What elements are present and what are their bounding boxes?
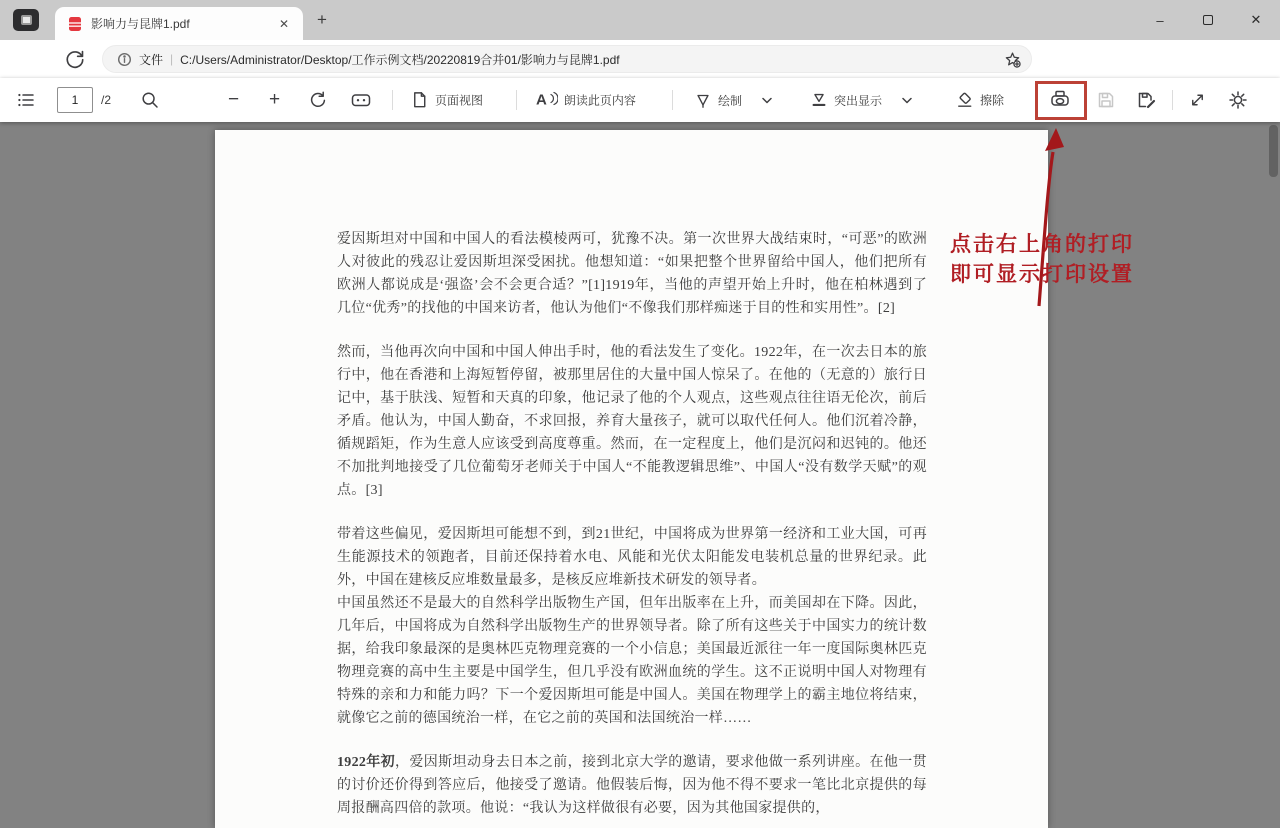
new-tab-button[interactable]: + (317, 10, 327, 29)
search-icon (140, 90, 160, 110)
page-view-label: 页面视图 (435, 93, 484, 108)
page-total-label: /2 (101, 93, 112, 107)
paragraph: 然而，当他再次向中国和中国人伸出手时，他的看法发生了变化。1922年，在一次去日本的旅行中，他在香港和上海短暂停留，被那里居住的大量中国人惊呆了。在他的（无意的）旅行日记中，基于肤浅、短暂和天真的印象，他记录了他的个人观点，这些观点往往语无伦次，前后矛盾。他认为，中国人勤奋，不求回报，养育大量孩子，就可以取代任何人。他们沉着冷静，循规蹈矩，作为生意人应该受到高度尊重。然而，在一定程度上，他们是沉闷和迟钝的。他还不加批判地接受了几位葡萄牙老师关于中国人“不能教逻辑思维”、中国人“没有数学天赋”的观点。[3] (337, 345, 927, 498)
refresh-icon (64, 48, 86, 70)
save-as-button[interactable] (1136, 90, 1156, 110)
page-view-button[interactable] (410, 91, 483, 110)
zoom-in-button[interactable]: + (269, 89, 281, 110)
divider (392, 90, 393, 110)
page-info-icon (117, 52, 132, 67)
address-bar[interactable] (102, 45, 1032, 73)
navigation-bar (0, 40, 1280, 78)
tab-actions-icon (21, 15, 32, 25)
tab-actions-menu-button[interactable] (13, 9, 39, 31)
pdf-settings-button[interactable] (1228, 90, 1248, 110)
paragraph: 带着这些偏见，爱因斯坦可能想不到，到21世纪，中国将成为世界第一经济和工业大国，可再生能源技术的领跑者，目前还保持着水电、风能和光伏太阳能发电装机总量的世界纪录。此外，中国在建核反应堆数量最多，是核反应堆新技术研发的领导者。 (337, 527, 927, 588)
annotation-line-1: 点击右上角的打印 (950, 232, 1134, 256)
chevron-down-icon[interactable] (762, 97, 772, 104)
annotation-callout (950, 229, 1180, 289)
read-aloud-waves-icon (550, 91, 558, 105)
pdf-toolbar (0, 78, 1280, 122)
fullscreen-button[interactable] (1188, 91, 1207, 110)
expand-icon (1188, 91, 1207, 110)
read-aloud-icon: A (536, 91, 547, 109)
divider (1172, 90, 1173, 110)
read-aloud-button[interactable] (536, 92, 636, 109)
paragraph: 爱因斯坦对中国和中国人的看法模棱两可，犹豫不决。第一次世界大战结束时，“可恶”的欧洲人对彼此的残忍让爱因斯坦深受困扰。他想知道：“如果把整个世界留给中国人，他们把所有欧洲人都说成是‘强盗’会不会更合适？”[1]1919年，当他的声望开始上升时，他在柏林遇到了几位“优秀”的找他的中国来访者，他认为他们“不像我们那样痴迷于目的性和实用性”。[2] (337, 232, 927, 316)
table-of-contents-button[interactable] (16, 90, 36, 110)
zoom-out-button[interactable]: − (228, 89, 240, 110)
draw-label: 绘制 (718, 93, 743, 108)
print-icon (1048, 88, 1072, 112)
highlight-label: 突出显示 (834, 93, 883, 108)
window-close-button[interactable]: ✕ (1250, 12, 1262, 27)
divider (672, 90, 673, 110)
table-of-contents-icon (16, 90, 36, 110)
rotate-icon (308, 90, 328, 110)
paragraph-lead: 1922年初 (337, 755, 396, 770)
read-aloud-label: 朗读此页内容 (563, 93, 636, 108)
erase-label: 擦除 (980, 93, 1005, 108)
add-favorite-star-icon[interactable] (1004, 51, 1021, 68)
find-in-document-button[interactable] (140, 90, 160, 110)
save-as-icon (1136, 90, 1156, 110)
paragraph (337, 751, 927, 820)
chevron-down-icon[interactable] (902, 97, 912, 104)
document-page (215, 130, 1048, 828)
paragraph-rest: ，爱因斯坦动身去日本之前，接到北京大学的邀请，要求他做一系列讲座。在他一贯的讨价还价得到答应后，他接受了邀请。他假装后悔，因为他不得不要求一笔比北京提供的每周报酬高四倍的款项。他说：“我认为这样做很有必要，因为其他国家提供的， (337, 755, 927, 816)
draw-pen-icon (694, 91, 712, 109)
tab-close-button[interactable]: ✕ (278, 16, 290, 31)
address-url: C:/Users/Administrator/Desktop/工作示例文档/20220819合并01/影响力与昆牌1.pdf (180, 52, 620, 67)
rotate-button[interactable] (308, 90, 328, 110)
address-separator: | (170, 52, 174, 66)
gear-icon (1228, 90, 1248, 110)
erase-button[interactable] (955, 91, 1004, 110)
vertical-scrollbar-thumb[interactable] (1269, 125, 1278, 177)
window-controls (1136, 0, 1280, 40)
print-button[interactable] (1048, 88, 1072, 112)
page-number-input[interactable] (57, 87, 93, 113)
annotation-line-2: 即可显示打印设置 (950, 262, 1134, 286)
minimize-button[interactable]: – (1156, 12, 1164, 28)
draw-button[interactable] (694, 91, 772, 109)
refresh-button[interactable] (64, 48, 86, 70)
highlighter-icon (810, 91, 828, 109)
tab-title: 影响力与昆牌1.pdf (91, 17, 190, 31)
pdf-file-icon (67, 16, 83, 32)
browser-titlebar (0, 0, 1280, 40)
paragraph: 中国虽然还不是最大的自然科学出版物生产国，但年出版率在上升，而美国却在下降。因此，几年后，中国将成为自然科学出版物生产的世界领导者。除了所有这些关于中国实力的统计数据，给我印象最深的是奥林匹克物理竞赛的一个小信息；美国最近派往一年一度国际奥林匹克物理竞赛的高中生主要是中国学生，但几乎没有欧洲血统的学生。这不正说明中国人对物理有特殊的亲和力和能力吗？下一个爱因斯坦可能是中国人。美国在物理学上的霸主地位将结束，就像它之前的德国统治一样，在它之前的英国和法国统治一样…… (337, 596, 927, 726)
highlight-button[interactable] (810, 91, 912, 109)
document-text (337, 228, 927, 820)
fit-to-width-button[interactable] (350, 90, 372, 110)
save-button[interactable] (1096, 90, 1116, 110)
page-number-box (57, 87, 93, 113)
maximize-icon (1203, 15, 1213, 25)
save-icon (1096, 90, 1116, 110)
pdf-content-area (0, 122, 1280, 828)
file-protocol-label: 文件 (139, 52, 164, 67)
divider (516, 90, 517, 110)
maximize-button[interactable] (1184, 0, 1232, 40)
page-view-icon (410, 91, 429, 110)
active-tab[interactable] (55, 7, 303, 40)
fit-to-width-icon (350, 90, 372, 110)
eraser-icon (955, 91, 974, 110)
